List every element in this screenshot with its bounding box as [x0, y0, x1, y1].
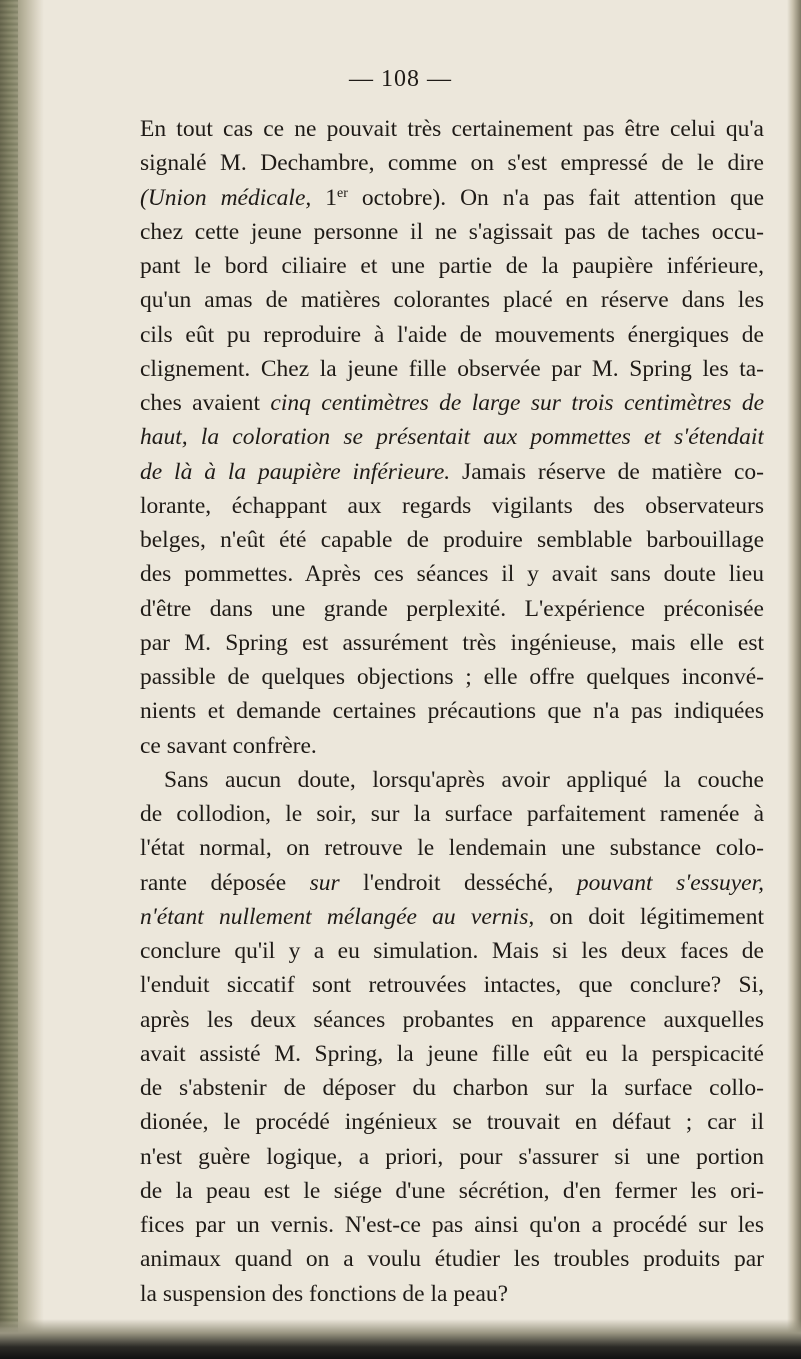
page-right-edge: [787, 0, 801, 1359]
page-binding-edge: [0, 0, 44, 1359]
page-bottom-shadow: [0, 1319, 801, 1359]
text-line-italic-source: (Union médicale, 1er octobre). On n'a pas fait attention que: [140, 184, 764, 211]
text-line: des pommettes. Après ces séances il y avait sans doute lieu: [140, 561, 764, 588]
text-line: de collodion, le soir, sur la surface parfaitement ramenée à: [140, 801, 764, 827]
text-line: n'est guère logique, a priori, pour s'assurer si une portion: [140, 1143, 764, 1170]
paragraph-end-line: la suspension des fonctions de la peau?: [140, 1280, 509, 1307]
text-line-italic: haut, la coloration se présentait aux pommettes et s'étendait: [140, 424, 764, 451]
page-number: — 108 —: [349, 66, 452, 92]
text-line: fices par un vernis. N'est-ce pas ainsi qu'on a procédé sur les: [140, 1212, 764, 1238]
body-text: [140, 112, 764, 1311]
text-line: par M. Spring est assurément très ingénieuse, mais elle est: [140, 629, 764, 656]
text-line: de la peau est le siége d'une sécrétion, d'en fermer les ori-: [140, 1177, 764, 1204]
text-line: lorante, échappant aux regards vigilants des observateurs: [140, 492, 764, 519]
text-line-mixed: de là à la paupière inférieure. Jamais réserve de matière co-: [140, 458, 764, 485]
text-line: cils eût pu reproduire à l'aide de mouvements énergiques de: [140, 321, 764, 348]
text-line: passible de quelques objections ; elle offre quelques inconvé-: [140, 664, 764, 690]
text-line: avait assisté M. Spring, la jeune fille eût eu la perspicacité: [140, 1040, 764, 1067]
text-line: pant le bord ciliaire et une partie de la paupière inférieure,: [140, 253, 764, 279]
journal-name: (Union médicale,: [140, 184, 312, 211]
text-line-mixed: ches avaient cinq centimètres de large sur trois centimètres de: [140, 390, 764, 416]
text-line: dionée, le procédé ingénieux se trouvait en défaut ; car il: [140, 1109, 764, 1136]
text-line: animaux quand on a voulu étudier les troubles produits par: [140, 1246, 764, 1273]
text-line: chez cette jeune personne il ne s'agissait pas de taches occu-: [140, 218, 764, 245]
text-line: qu'un amas de matières colorantes placé en réserve dans les: [140, 287, 764, 314]
paragraph-start-line: Sans aucun doute, lorsqu'après avoir appliqué la couche: [164, 766, 764, 793]
text-line: conclure qu'il y a eu simulation. Mais si les deux faces de: [140, 938, 764, 964]
paragraph-end-line: ce savant confrère.: [140, 732, 317, 759]
text-line-mixed: n'étant nullement mélangée au vernis, on doit légitimement: [140, 903, 764, 930]
text-line: l'état normal, on retrouve le lendemain une substance colo-: [140, 835, 764, 862]
text-line: de s'abstenir de déposer du charbon sur la surface collo-: [140, 1075, 764, 1101]
text-line: d'être dans une grande perplexité. L'expérience préconisée: [140, 595, 764, 622]
text-line: nients et demande certaines précautions que n'a pas indiquées: [140, 698, 764, 725]
text-line: signalé M. Dechambre, comme on s'est empressé de le dire: [140, 150, 764, 177]
text-line: l'enduit siccatif sont retrouvées intactes, que conclure? Si,: [140, 972, 764, 999]
text-line: belges, n'eût été capable de produire semblable barbouillage: [140, 527, 764, 553]
text-line-mixed: rante déposée sur l'endroit desséché, pouvant s'essuyer,: [140, 869, 764, 896]
text-line: après les deux séances probantes en apparence auxquelles: [140, 1006, 764, 1033]
text-line: En tout cas ce ne pouvait très certainement pas être celui qu'a: [140, 116, 764, 142]
text-line: clignement. Chez la jeune fille observée par M. Spring les ta-: [140, 355, 764, 382]
